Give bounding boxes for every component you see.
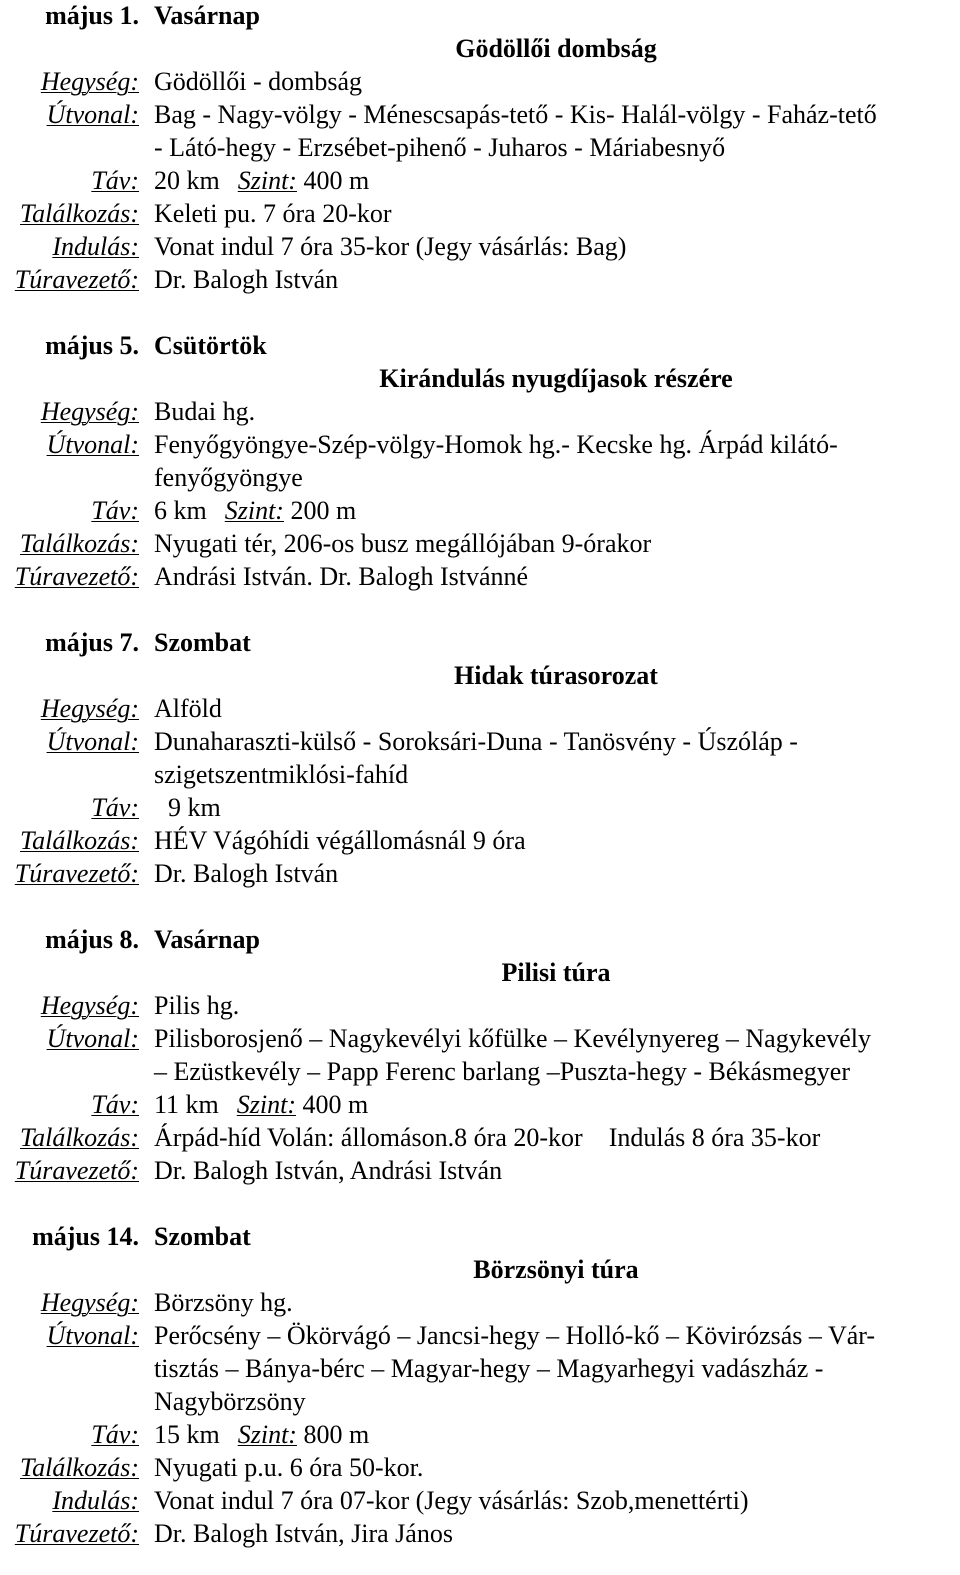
meeting-value: Árpád-híd Volán: állomáson.8 óra 20-kor <box>154 1123 583 1152</box>
meeting-value: Nyugati p.u. 6 óra 50-kor. <box>154 1453 424 1482</box>
distance-label: Táv: <box>91 496 139 525</box>
level-label: Szint: <box>224 496 284 525</box>
leader-value: Dr. Balogh István <box>154 265 339 294</box>
event-day: Szombat <box>154 1222 251 1251</box>
meeting-values <box>154 1121 820 1154</box>
distance-level-values <box>154 494 356 527</box>
meeting-label: Találkozás: <box>20 529 139 558</box>
leader-value: Dr. Balogh István <box>154 859 339 888</box>
event-title: Pilisi túra <box>501 958 611 987</box>
distance-label: Táv: <box>91 1420 139 1449</box>
distance-level-values <box>154 164 369 197</box>
meeting-value: HÉV Vágóhídi végállomásnál 9 óra <box>154 826 526 855</box>
event-title: Gödöllői dombság <box>455 34 657 63</box>
leader-row <box>0 263 960 296</box>
route-line: tisztás – Bánya-bérc – Magyar-hegy – Magyarhegyi vadászház - <box>154 1354 824 1383</box>
route-row-cont <box>0 131 960 164</box>
meeting-value: Nyugati tér, 206-os busz megállójában 9-órakor <box>154 529 652 558</box>
event-title: Hidak túrasorozat <box>454 661 658 690</box>
event-may-7 <box>0 626 960 890</box>
event-header <box>0 1220 960 1253</box>
route-row <box>0 725 960 758</box>
event-title: Börzsönyi túra <box>473 1255 639 1284</box>
event-date: május 7. <box>45 628 139 657</box>
event-may-1 <box>0 0 960 296</box>
distance-value: 20 km <box>154 166 220 195</box>
departure-row <box>0 230 960 263</box>
meeting-label: Találkozás: <box>20 1453 139 1482</box>
level-value: 200 m <box>290 496 357 525</box>
range-label: Hegység: <box>40 397 139 426</box>
event-title-row <box>0 956 960 989</box>
leader-value: Dr. Balogh István, Andrási István <box>154 1156 503 1185</box>
distance-level-values <box>154 1418 369 1451</box>
event-may-5 <box>0 329 960 593</box>
leader-value: Andrási István. Dr. Balogh Istvánné <box>154 562 529 591</box>
event-may-8 <box>0 923 960 1187</box>
event-day: Vasárnap <box>154 925 260 954</box>
meeting-row <box>0 527 960 560</box>
event-title-row <box>0 1253 960 1286</box>
distance-value: 11 km <box>154 1090 219 1119</box>
level-label: Szint: <box>237 1420 297 1449</box>
level-label: Szint: <box>236 1090 296 1119</box>
route-label: Útvonal: <box>46 430 139 459</box>
range-row <box>0 65 960 98</box>
meeting-row <box>0 1121 960 1154</box>
range-value: Börzsöny hg. <box>154 1288 293 1317</box>
range-label: Hegység: <box>40 991 139 1020</box>
event-date: május 5. <box>45 331 139 360</box>
level-value: 400 m <box>303 166 370 195</box>
distance-label: Táv: <box>91 166 139 195</box>
route-label: Útvonal: <box>46 727 139 756</box>
event-header <box>0 0 960 32</box>
event-title-row <box>0 659 960 692</box>
range-label: Hegység: <box>40 67 139 96</box>
distance-level-values <box>154 1088 368 1121</box>
event-may-14 <box>0 1220 960 1550</box>
event-title: Kirándulás nyugdíjasok részére <box>379 364 733 393</box>
event-day: Szombat <box>154 628 251 657</box>
meeting-value: Keleti pu. 7 óra 20-kor <box>154 199 392 228</box>
event-header <box>0 329 960 362</box>
route-label: Útvonal: <box>46 100 139 129</box>
route-label: Útvonal: <box>46 1321 139 1350</box>
route-row-cont <box>0 1385 960 1418</box>
meeting-label: Találkozás: <box>20 1123 139 1152</box>
distance-value: 6 km <box>154 496 207 525</box>
event-header <box>0 923 960 956</box>
leader-row <box>0 1154 960 1187</box>
event-date: május 14. <box>32 1222 139 1251</box>
departure-row <box>0 1484 960 1517</box>
range-value: Budai hg. <box>154 397 256 426</box>
leader-row <box>0 1517 960 1550</box>
distance-label: Táv: <box>91 793 139 822</box>
event-day: Vasárnap <box>154 1 260 30</box>
leader-label: Túravezető: <box>14 562 139 591</box>
range-row <box>0 395 960 428</box>
event-header <box>0 626 960 659</box>
distance-value: 9 km <box>168 793 221 822</box>
event-day: Csütörtök <box>154 331 267 360</box>
meeting-row <box>0 824 960 857</box>
level-value: 800 m <box>303 1420 370 1449</box>
distance-label: Táv: <box>91 1090 139 1119</box>
leader-label: Túravezető: <box>14 1519 139 1548</box>
route-row <box>0 1319 960 1352</box>
distance-row <box>0 1418 960 1451</box>
route-line: – Ezüstkevély – Papp Ferenc barlang –Puszta-hegy - Békásmegyer <box>154 1057 851 1086</box>
distance-row <box>0 164 960 197</box>
route-line: Nagybörzsöny <box>154 1387 306 1416</box>
leader-label: Túravezető: <box>14 1156 139 1185</box>
leader-row <box>0 560 960 593</box>
range-label: Hegység: <box>40 1288 139 1317</box>
range-row <box>0 692 960 725</box>
event-date: május 8. <box>45 925 139 954</box>
distance-row <box>0 1088 960 1121</box>
level-value: 400 m <box>302 1090 369 1119</box>
departure-label: Indulás: <box>52 1486 139 1515</box>
meeting-row <box>0 197 960 230</box>
leader-label: Túravezető: <box>14 265 139 294</box>
route-row <box>0 98 960 131</box>
route-line: Fenyőgyöngye-Szép-völgy-Homok hg.- Kecske hg. Árpád kilátó- <box>154 430 838 459</box>
distance-row <box>0 791 960 824</box>
route-row <box>0 428 960 461</box>
range-value: Pilis hg. <box>154 991 240 1020</box>
distance-row <box>0 494 960 527</box>
meeting-row <box>0 1451 960 1484</box>
event-date: május 1. <box>45 1 139 30</box>
route-line: Bag - Nagy-völgy - Ménescsapás-tető - Kis- Halál-völgy - Faház-tető <box>154 100 877 129</box>
leader-label: Túravezető: <box>14 859 139 888</box>
route-row-cont <box>0 1055 960 1088</box>
route-line: Dunaharaszti-külső - Soroksári-Duna - Tanösvény - Úszóláp - <box>154 727 798 756</box>
range-row <box>0 1286 960 1319</box>
level-label: Szint: <box>237 166 297 195</box>
route-row-cont <box>0 758 960 791</box>
event-title-row <box>0 32 960 65</box>
route-row <box>0 1022 960 1055</box>
event-title-row <box>0 362 960 395</box>
route-line: Pilisborosjenő – Nagykevélyi kőfülke – Kevélynyereg – Nagykevély <box>154 1024 871 1053</box>
range-label: Hegység: <box>40 694 139 723</box>
range-value: Alföld <box>154 694 222 723</box>
range-row <box>0 989 960 1022</box>
route-line: fenyőgyöngye <box>154 463 303 492</box>
route-line: szigetszentmiklósi-fahíd <box>154 760 409 789</box>
meeting-label: Találkozás: <box>20 199 139 228</box>
distance-value: 15 km <box>154 1420 220 1449</box>
leader-value: Dr. Balogh István, Jira János <box>154 1519 453 1548</box>
route-row-cont <box>0 461 960 494</box>
departure-label: Indulás: <box>52 232 139 261</box>
route-row-cont <box>0 1352 960 1385</box>
leader-row <box>0 857 960 890</box>
distance-values <box>154 791 221 824</box>
departure-value: Vonat indul 7 óra 07-kor (Jegy vásárlás: Szob,menettérti) <box>154 1486 749 1515</box>
route-line: - Látó-hegy - Erzsébet-pihenő - Juharos - Máriabesnyő <box>154 133 726 162</box>
meeting-label: Találkozás: <box>20 826 139 855</box>
departure-value: Vonat indul 7 óra 35-kor (Jegy vásárlás: Bag) <box>154 232 627 261</box>
route-label: Útvonal: <box>46 1024 139 1053</box>
departure-inline-value: Indulás 8 óra 35-kor <box>608 1123 821 1152</box>
route-line: Perőcsény – Ökörvágó – Jancsi-hegy – Holló-kő – Kövirózsás – Vár- <box>154 1321 876 1350</box>
range-value: Gödöllői - dombság <box>154 67 362 96</box>
